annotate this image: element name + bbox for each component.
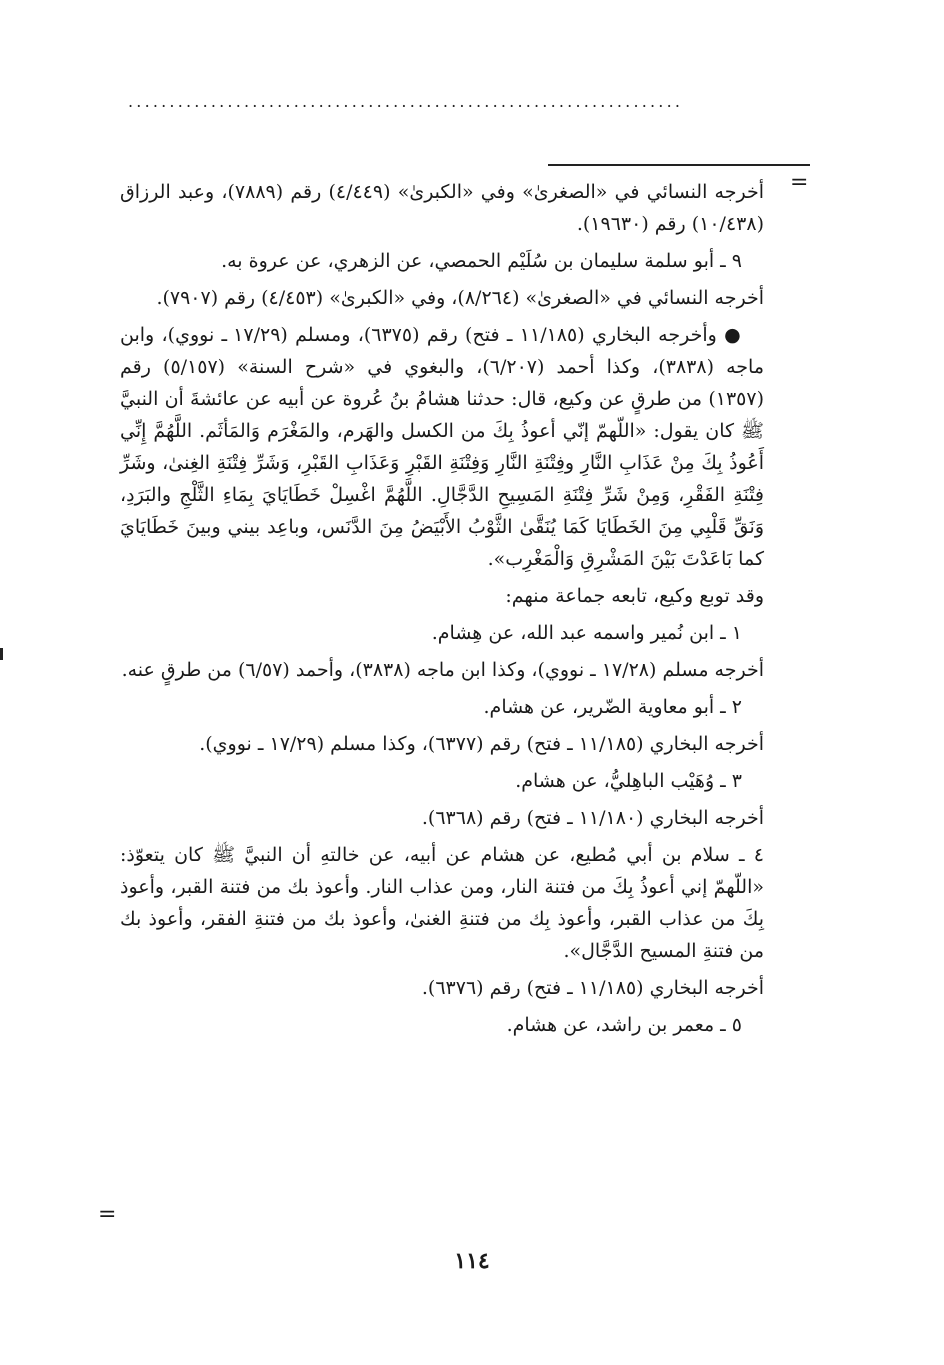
- paragraph-note: وقد توبع وكيع، تابعه جماعة منهم:: [505, 585, 764, 607]
- footnote-end-mark: =: [98, 1202, 117, 1227]
- paragraph-hadith: ● وأخرجه البخاري (١١/١٨٥ ـ فتح) رقم (٦٣٧٥)، ومسلم (١٧/٢٩ ـ نووي)، وابن ماجه (٣٨٣٨)، وكذا أحمد (٦/٢٠٧)، والبغوي في «شرح السنة» (٥/١٥٧) رقم (١٣٥٧) من طرقٍ عن وكيع، قال: حدثنا هشامُ بنُ عُروة عن أبيه عن عائشةَ أن النبيَّ ﷺ كان يقول: «اللّهمّ إنّي أعوذُ بِكَ من الكسل والهَرم، والمَغْرَم وَالمَأثَم. اللَّهُمَّ إِنِّي أَعُوذُ بِكَ مِنْ عَذَابِ النَّارِ وفِتْنَةِ النَّارِ وَفِتْنَةِ القَبْرِ وَعَذَابِ القَبْرِ، وَشَرِّ فِتْنَةِ الغِنىٰ، وشَرِّ فِتْنَةِ الفَقْرِ، وَمِنْ شَرِّ فِتْنَةِ المَسِيحِ الدَّجَّالِ. اللَّهُمَّ اغْسِلْ خَطَايَايَ بِمَاءِ الثَّلْجِ والبَرَدِ، وَنَقِّ قَلْبِي مِنَ الخَطَايَا كَمَا يُنَقَّىٰ الثَّوْبُ الأَبْيَضُ مِنَ الدَّنَس، وباعِد بيني وبينَ خَطَايَايَ كما بَاعَدْتَ بَيْنَ المَشْرِقِ وَالْمَغْرِب».: [120, 324, 765, 570]
- footnote-continuation-mark: =: [790, 170, 809, 195]
- paragraph-citation: أخرجه النسائي في «الصغرىٰ» (٨/٢٦٤)، وفي «الكبرىٰ» (٤/٤٥٣) رقم (٧٩٠٧).: [156, 287, 764, 309]
- paragraph-citation: أخرجه البخاري (١١/١٨٥ ـ فتح) رقم (٦٣٧٧)، وكذا مسلم (١٧/٢٩ ـ نووي).: [199, 733, 764, 755]
- paragraph-narrator: ٩ ـ أبو سلمة سليمان بن سُلَيْم الحمصي، عن الزهري، عن عروة به.: [221, 250, 742, 272]
- paragraph-citation: أخرجه البخاري (١١/١٨٠ ـ فتح) رقم (٦٣٦٨).: [421, 807, 764, 829]
- paragraph-narrator: ٥ ـ معمر بن راشد، عن هشام.: [506, 1014, 742, 1036]
- paragraph-narrator: ١ ـ ابن نُمير واسمه عبد الله، عن هِشام.: [431, 622, 742, 644]
- margin-mark: [0, 648, 3, 660]
- paragraph-narrator-hadith: ٤ ـ سلام بن أبي مُطيع، عن هشام عن أبيه، عن خالتهِ أن النبيَّ ﷺ كان يتعوّذ: «اللّهمّ إني أعوذُ بِكَ من فتنة النار، ومن عذاب النار. وأعوذ بك من فتنة القبر، وأعوذ بِكَ من عذاب القبر، وأعوذ بِك من فتنةِ الغنىٰ، وأعوذ بك من فتنةِ الفقر، وأعوذ بك من فتنةِ المسيح الدَّجَّال».: [120, 844, 764, 962]
- paragraph-narrator: ٣ ـ وُهَيْب الباهِليُّ، عن هشام.: [515, 770, 742, 792]
- page-number: ١١٤: [454, 1248, 490, 1274]
- header-dotted-line: ...................................................................: [128, 92, 684, 111]
- paragraph-citation: أخرجه مسلم (١٧/٢٨ ـ نووي)، وكذا ابن ماجه (٣٨٣٨)، وأحمد (٦/٥٧) من طرقٍ عنه.: [121, 659, 764, 681]
- footnote-separator-rule: [548, 164, 810, 166]
- footnote-text: [120, 176, 764, 1046]
- paragraph-citation: أخرجه البخاري (١١/١٨٥ ـ فتح) رقم (٦٣٧٦).: [421, 977, 764, 999]
- paragraph-citation: أخرجه النسائي في «الصغرىٰ» وفي «الكبرىٰ» (٤/٤٤٩) رقم (٧٨٨٩)، وعبد الرزاق (١٠/٤٣٨) رقم (١٩٦٣٠).: [120, 181, 765, 235]
- paragraph-narrator: ٢ ـ أبو معاوية الضّرير، عن هشام.: [483, 696, 742, 718]
